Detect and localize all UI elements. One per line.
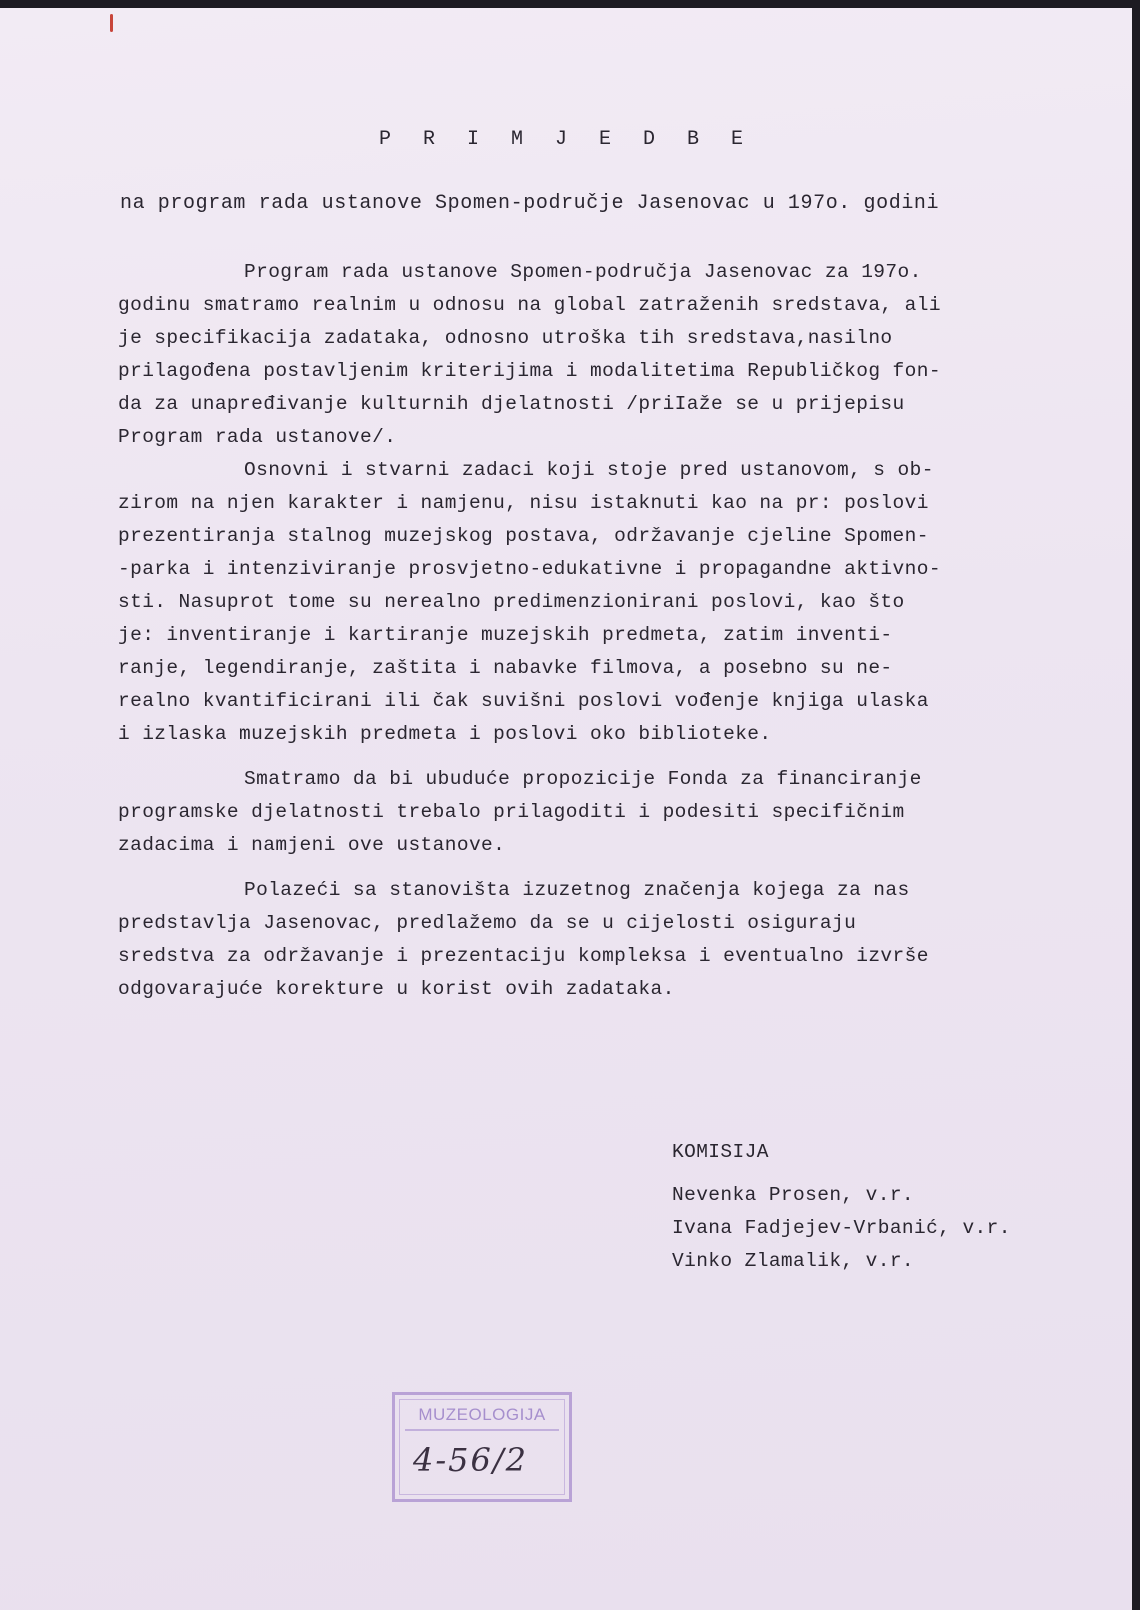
document-subheading: na program rada ustanove Spomen-područje Jasenovac u 197o. godini — [120, 192, 940, 215]
body-line: godinu smatramo realnim u odnosu na global zatraženih sredstava, ali — [118, 294, 941, 316]
body-line: odgovarajuće korekture u korist ovih zadataka. — [118, 978, 675, 1000]
archive-stamp — [392, 1392, 572, 1502]
body-line: programske djelatnosti trebalo prilagoditi i podesiti specifičnim — [118, 801, 905, 823]
document-body — [118, 256, 1058, 1006]
committee-block — [672, 1136, 1011, 1278]
committee-member: Nevenka Prosen, v.r. — [672, 1184, 915, 1206]
body-line: zadacima i namjeni ove ustanove. — [118, 834, 506, 856]
body-line: sti. Nasuprot tome su nerealno predimenzionirani poslovi, kao što — [118, 591, 905, 613]
document-page — [0, 8, 1132, 1610]
body-line: -parka i intenziviranje prosvjetno-edukativne i propagandne aktivno- — [118, 558, 941, 580]
body-line: sredstva za održavanje i prezentaciju kompleksa i eventualno izvrše — [118, 945, 929, 967]
body-line: Osnovni i stvarni zadaci koji stoje pred ustanovom, s ob- — [244, 459, 934, 481]
stamp-label: MUZEOLOGIJA — [405, 1405, 559, 1431]
committee-member: Vinko Zlamalik, v.r. — [672, 1250, 915, 1272]
body-line: zirom na njen karakter i namjenu, nisu istaknuti kao na pr: poslovi — [118, 492, 929, 514]
body-line: prilagođena postavljenim kriterijima i modalitetima Republičkog fon- — [118, 360, 941, 382]
body-line: prezentiranja stalnog muzejskog postava, održavanje cjeline Spomen- — [118, 525, 929, 547]
body-line: Program rada ustanove Spomen-područja Jasenovac za 197o. — [244, 261, 922, 283]
red-ink-mark — [110, 14, 113, 32]
committee-member: Ivana Fadjejev-Vrbanić, v.r. — [672, 1217, 1011, 1239]
body-line: Smatramo da bi ubuduće propozicije Fonda za financiranje — [244, 768, 922, 790]
body-line: da za unapređivanje kulturnih djelatnosti /priIaže se u prijepisu — [118, 393, 905, 415]
document-heading: P R I M J E D B E — [378, 128, 754, 151]
committee-title: KOMISIJA — [672, 1141, 769, 1163]
body-line: je: inventiranje i kartiranje muzejskih predmeta, zatim inventi- — [118, 624, 893, 646]
body-line: i izlaska muzejskih predmeta i poslovi oko biblioteke. — [118, 723, 772, 745]
body-line: Program rada ustanove/. — [118, 426, 397, 448]
body-line: ranje, legendiranje, zaštita i nabavke filmova, a posebno su ne- — [118, 657, 893, 679]
body-line: Polazeći sa stanovišta izuzetnog značenja kojega za nas — [244, 879, 910, 901]
stamp-number: 4-56/2 — [413, 1441, 529, 1479]
body-line: je specifikacija zadataka, odnosno utroška tih sredstava,nasilno — [118, 327, 893, 349]
body-line: predstavlja Jasenovac, predlažemo da se u cijelosti osiguraju — [118, 912, 857, 934]
body-line: realno kvantificirani ili čak suvišni poslovi vođenje knjiga ulaska — [118, 690, 929, 712]
